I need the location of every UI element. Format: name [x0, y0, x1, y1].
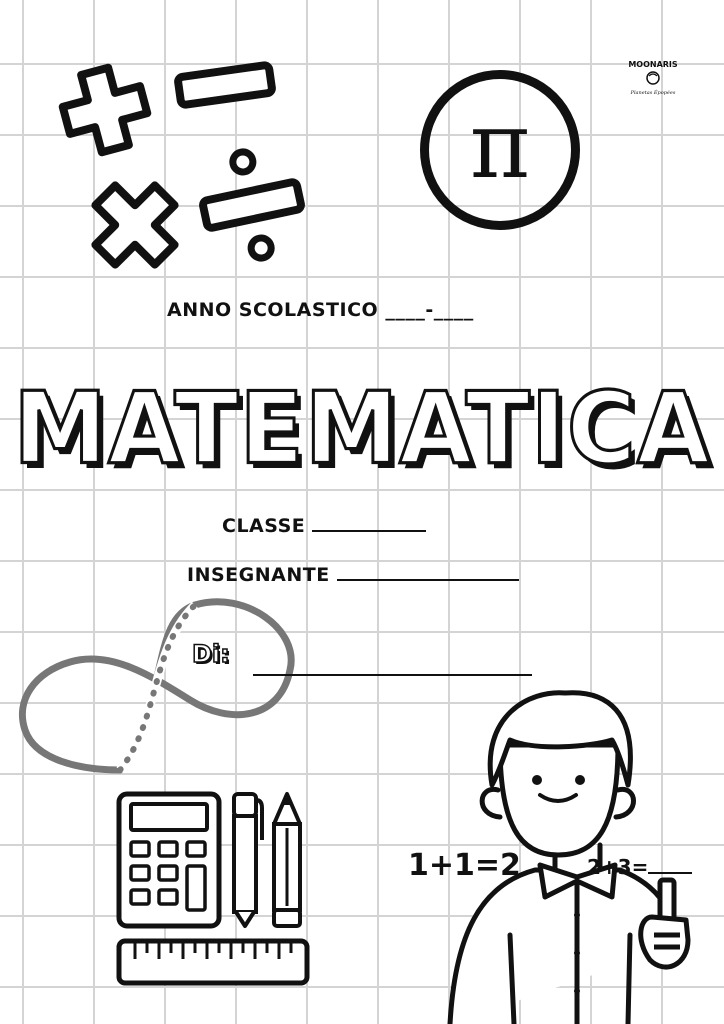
pencil-icon — [268, 788, 306, 932]
teacher-blank[interactable] — [337, 579, 519, 581]
class-label: CLASSE — [222, 515, 306, 537]
equation-right-text: 2+3= — [587, 855, 649, 879]
times-icon — [76, 166, 195, 285]
logo-tagline: Planetas Épopées — [630, 90, 676, 96]
minus-icon — [177, 65, 272, 106]
school-year-blank[interactable]: ____-____ — [385, 299, 474, 321]
page-title: MATEMATICA — [13, 372, 711, 487]
pen-icon — [228, 790, 264, 930]
owner-blank[interactable] — [253, 674, 532, 676]
equation-right — [587, 855, 692, 879]
ruler-icon — [115, 937, 311, 987]
equation-left: 1+1=2 — [408, 848, 521, 883]
infinity-icon — [0, 590, 320, 790]
brand-logo — [628, 52, 678, 102]
logo-brand: MOONARIS — [628, 60, 678, 69]
pi-symbol: π — [469, 92, 531, 199]
class-blank[interactable] — [312, 530, 426, 532]
plus-icon — [56, 61, 154, 159]
school-year-line — [167, 299, 474, 321]
calculator-icon — [115, 790, 223, 930]
owner-label: Di: — [192, 640, 230, 668]
divide-icon — [194, 142, 310, 268]
equation-answer-blank[interactable] — [648, 872, 692, 874]
teacher-label: INSEGNANTE — [187, 564, 330, 586]
pi-icon — [420, 70, 580, 230]
school-year-label: ANNO SCOLASTICO — [167, 299, 379, 321]
class-field — [222, 515, 426, 537]
teacher-field — [187, 564, 519, 586]
math-operators-icon — [50, 55, 310, 285]
